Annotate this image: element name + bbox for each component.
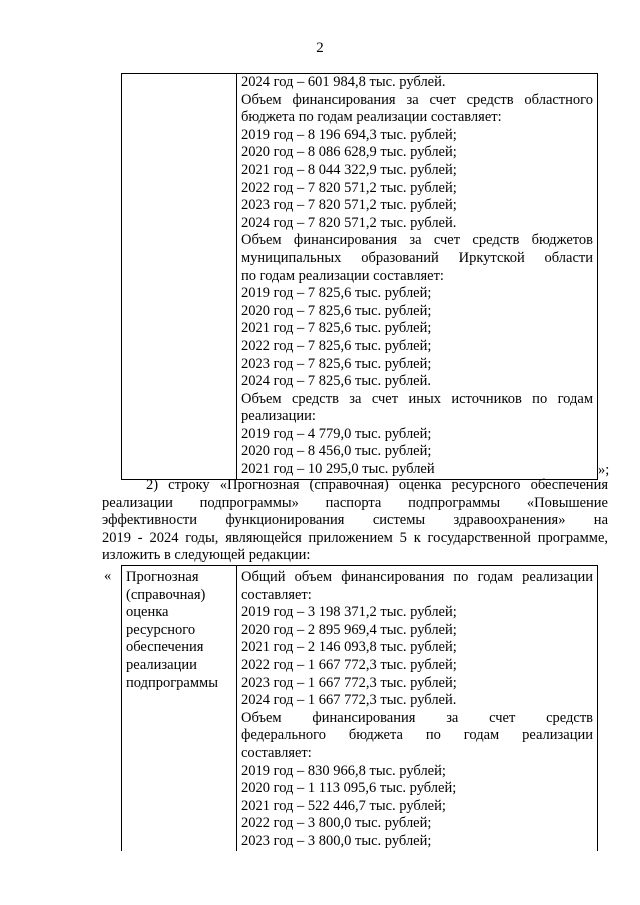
table1-left-cell (122, 74, 237, 480)
paragraph-line: эффективности функционирования системы здравоохранения» на (102, 512, 608, 529)
funding-line: 2019 год – 8 196 694,3 тыс. рублей; (241, 126, 457, 143)
funding-line: 2021 год – 522 446,7 тыс. рублей; (241, 797, 446, 814)
funding-line: Объем финансирования за счет средств областного (241, 91, 593, 108)
funding-line: составляет: (241, 744, 312, 761)
table2-right-cell (237, 566, 598, 851)
paragraph-line: изложить в следующей редакции: (102, 547, 311, 564)
row-title-line: Прогнозная (126, 569, 199, 585)
funding-line: 2022 год – 3 800,0 тыс. рублей; (241, 815, 432, 832)
funding-line: 2024 год – 1 667 772,3 тыс. рублей. (241, 692, 457, 709)
row-title-line: подпрограммы (126, 674, 218, 691)
resource-estimate-table (121, 565, 598, 851)
funding-line: Объем финансирования за счет средств бюджетов (241, 232, 593, 249)
funding-line: федерального бюджета по годам реализации (241, 727, 593, 744)
funding-line: 2023 год – 3 800,0 тыс. рублей; (241, 832, 432, 849)
funding-line: 2020 год – 1 113 095,6 тыс. рублей; (241, 780, 457, 797)
funding-line: 2020 год – 8 086 628,9 тыс. рублей; (241, 144, 457, 161)
funding-line: 2023 год – 1 667 772,3 тыс. рублей; (241, 674, 457, 691)
funding-line: бюджета по годам реализации составляет: (241, 109, 502, 126)
funding-line: 2021 год – 2 146 093,8 тыс. рублей; (241, 639, 457, 656)
funding-line: 2021 год – 10 295,0 тыс. рублей (241, 461, 435, 478)
funding-line: 2019 год – 830 966,8 тыс. рублей; (241, 762, 446, 779)
row-title-line: обеспечения (126, 639, 204, 656)
funding-line: 2023 год – 7 825,6 тыс. рублей; (241, 355, 432, 372)
funding-line: 2019 год – 3 198 371,2 тыс. рублей; (241, 604, 457, 621)
table1-right-cell (237, 74, 598, 480)
funding-line: Объем финансирования за счет средств (241, 709, 593, 726)
funding-line: 2024 год – 601 984,8 тыс. рублей. (241, 74, 446, 90)
amendment-paragraph (102, 477, 608, 565)
opening-quote-mark: « (104, 568, 112, 584)
funding-line: составляет: (241, 586, 312, 603)
funding-line: реализации: (241, 408, 316, 425)
row-title-line: реализации (126, 656, 197, 673)
row-title-line: ресурсного (126, 621, 196, 638)
funding-line: по годам реализации составляет: (241, 267, 444, 284)
funding-line: Объем средств за счет иных источников по годам (241, 390, 593, 407)
paragraph-line: 2019 - 2024 годы, являющейся приложением 5 к государственной программе, (102, 529, 608, 546)
row-title-line: оценка (126, 604, 169, 621)
funding-line: 2019 год – 4 779,0 тыс. рублей; (241, 425, 432, 442)
funding-line: 2021 год – 7 825,6 тыс. рублей; (241, 320, 432, 337)
table2-left-cell (122, 566, 237, 851)
funding-line: 2022 год – 1 667 772,3 тыс. рублей; (241, 656, 457, 673)
funding-line: Общий объем финансирования по годам реализации (241, 569, 593, 585)
funding-line: 2021 год – 8 044 322,9 тыс. рублей; (241, 161, 457, 178)
funding-line: муниципальных образований Иркутской области (241, 249, 593, 266)
funding-line: 2024 год – 7 820 571,2 тыс. рублей. (241, 214, 457, 231)
page-number: 2 (316, 40, 324, 56)
funding-line: 2024 год – 7 825,6 тыс. рублей. (241, 373, 432, 390)
closing-quote-mark: »; (598, 462, 610, 478)
funding-line: 2020 год – 8 456,0 тыс. рублей; (241, 443, 432, 460)
funding-line: 2022 год – 7 820 571,2 тыс. рублей; (241, 179, 457, 196)
funding-line: 2022 год – 7 825,6 тыс. рублей; (241, 337, 432, 354)
funding-line: 2020 год – 2 895 969,4 тыс. рублей; (241, 621, 457, 638)
paragraph-line: реализации подпрограммы» паспорта подпрограммы «Повышение (102, 494, 608, 511)
paragraph-line: 2) строку «Прогнозная (справочная) оценка ресурсного обеспечения (146, 477, 608, 493)
funding-line: 2020 год – 7 825,6 тыс. рублей; (241, 302, 432, 319)
funding-line: 2019 год – 7 825,6 тыс. рублей; (241, 285, 432, 302)
row-title-line: (справочная) (126, 586, 206, 603)
funding-line: 2023 год – 7 820 571,2 тыс. рублей; (241, 197, 457, 214)
funding-table-continued (121, 73, 598, 480)
